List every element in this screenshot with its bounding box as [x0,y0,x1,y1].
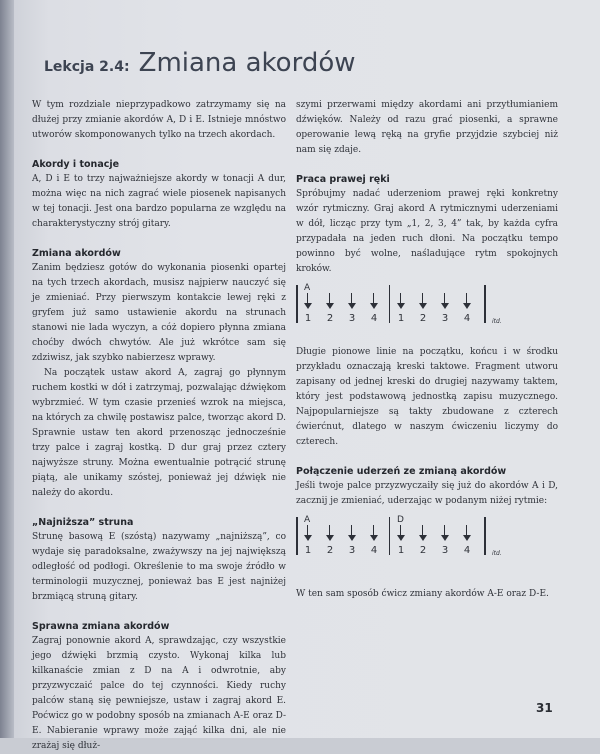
downstroke-arrow-icon [397,293,405,309]
beat-count: 1 [397,545,405,556]
continuation-mark: itd. [492,550,502,557]
bar-lines-paragraph: Długie pionowe linie na początku, końcu i w środku przykładu oznaczają kreski taktowe. Fragment utworu zapisany od jednej kreski do drugiej nazywamy taktem, który jest podstawową jednostką zapisu muzycznego. Najpopularniejsze są takty zbudowane z czterech ćwierćnut, dlatego w naszym ćwiczeniu liczymy do czterech. [296,347,558,447]
bar-line [296,517,298,555]
downstroke-arrow-icon [441,525,449,541]
lesson-number: Lekcja 2.4: [44,59,130,75]
beat-count: 3 [348,313,356,324]
beat-count: 4 [370,545,378,556]
left-section-heading: Zmiana akordów [32,248,121,259]
beat-count: 4 [370,313,378,324]
beat-count: 1 [304,545,312,556]
chord-change-paragraph: Jeśli twoje palce przyzwyczaiły się już do akordów A i D, zacznij je zmieniać, uderzając w podanym niżej rytmie: [296,481,558,506]
downstroke-arrow-icon [419,293,427,309]
book-spine-shadow [0,0,14,738]
section-heading-right-hand: Praca prawej ręki [296,174,390,185]
beat-count: 1 [397,313,405,324]
right-column [296,98,558,602]
beat-count: 3 [441,313,449,324]
section-heading-chord-change: Połączenie uderzeń ze zmianą akordów [296,466,507,477]
bar-line [389,517,390,555]
rhythm-diagram-a [296,281,558,343]
downstroke-arrow-icon [348,525,356,541]
downstroke-arrow-icon [463,293,471,309]
beat-count: 2 [419,313,427,324]
chord-label: D [397,515,404,525]
left-paragraph: A, D i E to trzy najważniejsze akordy w tonacji A dur, można więc na nich zagrać wiele piosenek napisanych w tej tonacji. Jest ona bardzo popularna ze względu na charakterystyczny strój gitary. [32,174,286,229]
downstroke-arrow-icon [419,525,427,541]
beat-count: 3 [441,545,449,556]
downstroke-arrow-icon [348,293,356,309]
chord-label: A [304,283,311,293]
downstroke-arrow-icon [397,525,405,541]
bar-line [484,517,486,555]
book-page [14,0,600,751]
bar-line [484,285,486,323]
chord-label: A [304,515,311,525]
left-paragraph: Zagraj ponownie akord A, sprawdzając, czy wszystkie jego dźwięki brzmią czysto. Wykonaj kilka lub kilkanaście zmian z D na A i odwrotnie, aby przyzwyczaić palce do tej czynności. Kiedy ruchy palców staną się pewniejsze, ustaw i zagraj akord E. Poćwicz go w podobny sposób na zmianach A-E oraz D-E. Nabieranie wprawy może zająć kilka dni, ale nie zrażaj się dłuż- [32,636,286,751]
beat-count: 1 [304,313,312,324]
left-section-heading: Akordy i tonacje [32,159,120,170]
downstroke-arrow-icon [370,525,378,541]
exercise-paragraph: W ten sam sposób ćwicz zmiany akordów A-E oraz D-E. [296,589,549,599]
downstroke-arrow-icon [304,293,312,309]
downstroke-arrow-icon [326,293,334,309]
beat-count: 4 [463,545,471,556]
beat-count: 3 [348,545,356,556]
beat-count: 4 [463,313,471,324]
left-section-heading: Sprawna zmiana akordów [32,621,170,632]
left-paragraph: Na początek ustaw akord A, zagraj go płynnym ruchem kostki w dół i zatrzymaj, pozwalając dźwiękom wybrzmieć. W tym czasie przenieś wzrok na miejsca, na których za chwilę postawisz palce, tworząc akord D. Sprawnie ustaw ten akord przenosząc jednocześnie trzy palce i zagraj kostką. D dur graj przez cztery najwyższe struny. Można ewentualnie potrącić strunę piątą, ale unikamy szóstej, ponieważ jej dźwięk nie należy do akordu. [32,368,286,498]
left-column [32,98,286,754]
bar-line [296,285,298,323]
lesson-name: Zmiana akordów [138,48,356,78]
continuation-mark: itd. [492,318,502,325]
right-intro-paragraph: szymi przerwami między akordami ani przytłumianiem dźwięków. Należy od razu grać piosenki, a sprawne operowanie lewą ręką na gryfie przyjdzie szybciej niż nam się zdaje. [296,100,558,155]
left-paragraph: W tym rozdziale nieprzypadkowo zatrzymamy się na dłużej przy zmianie akordów A, D i E. Istnieje mnóstwo utworów skomponowanych tylko na trzech akordach. [32,100,286,140]
downstroke-arrow-icon [441,293,449,309]
bar-line [389,285,390,323]
downstroke-arrow-icon [463,525,471,541]
downstroke-arrow-icon [370,293,378,309]
lesson-title [44,48,356,78]
beat-count: 2 [419,545,427,556]
left-paragraph: Zanim będziesz gotów do wykonania piosenki opartej na tych trzech akordach, musisz najpierw nauczyć się je zmieniać. Przy pierwszym kontakcie lewej ręki z gryfem już samo ustawienie akordu na strunach stanowi nie lada wyczyn, a cóż dopiero płynna zmiana choćby dwóch chwytów. Ale już wkrótce sam się zdziwisz, jak szybko nabierzesz wprawy. [32,263,286,363]
left-paragraph: Strunę basową E (szóstą) nazywamy „najniższą”, co wydaje się paradoksalne, zważywszy na jej największą odległość od podłogi. Określenie to ma swoje źródło w terminologii muzycznej, ponieważ bas E jest najniżej brzmiącą struną gitary. [32,532,286,602]
downstroke-arrow-icon [304,525,312,541]
left-section-heading: „Najniższa” struna [32,517,134,528]
downstroke-arrow-icon [326,525,334,541]
right-hand-paragraph: Spróbujmy nadać uderzeniom prawej ręki konkretny wzór rytmiczny. Graj akord A rytmicznymi uderzeniami w dół, licząc przy tym „1, 2, 3, 4” tak, by każda cyfra przypadała na jeden ruch dłoni. Na początku tempo powinno być wolne, naśladujące rytm spokojnych kroków. [296,189,558,274]
beat-count: 2 [326,313,334,324]
page-number: 31 [536,701,553,715]
beat-count: 2 [326,545,334,556]
rhythm-diagram-a-d [296,513,558,575]
